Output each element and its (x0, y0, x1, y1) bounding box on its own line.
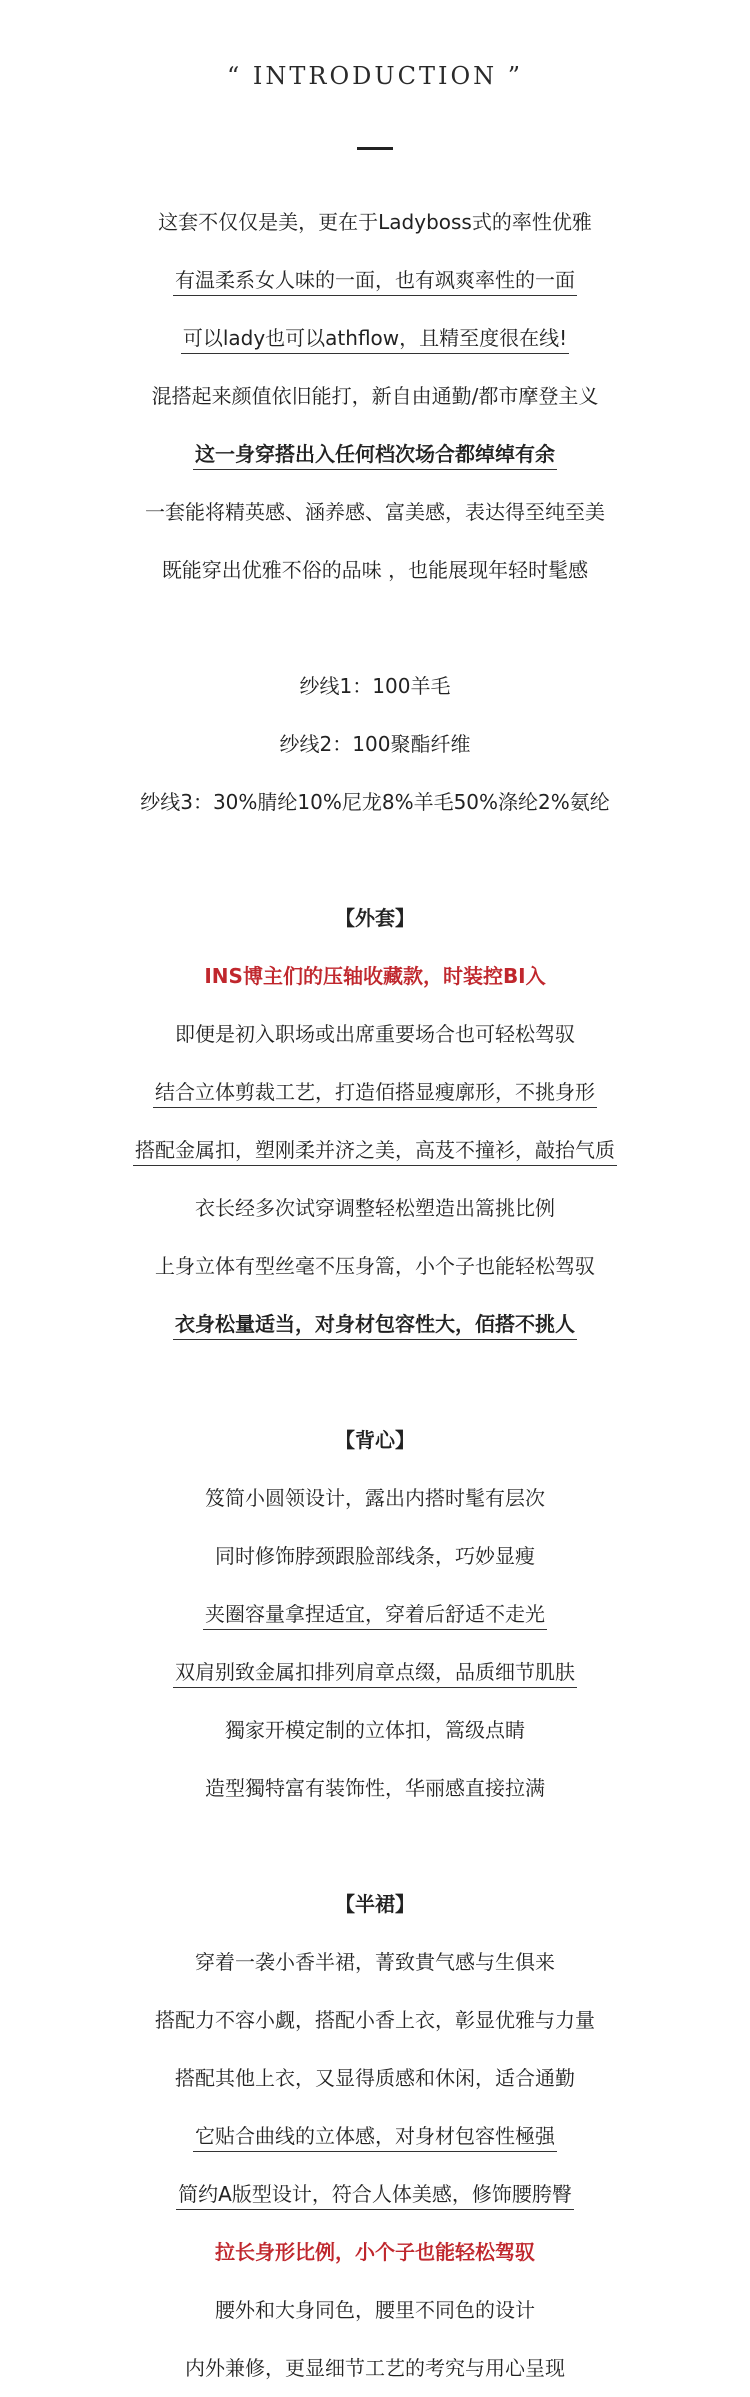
section-heading: “ INTRODUCTION ” (226, 62, 524, 90)
skirt-line-text: 穿着一袭小香半裙，菁致貴气感与生俱来 (195, 1950, 555, 1974)
vest-line-text: 同时修饰脖颈跟脸部线条，巧妙显瘦 (215, 1544, 535, 1568)
section-title-skirt (0, 1884, 750, 1924)
skirt-line (0, 2174, 750, 2214)
intro-line (0, 260, 750, 300)
vest-line-text: 笈简小圆领设计，露出内搭时髦有层次 (205, 1486, 545, 1510)
intro-line (0, 318, 750, 358)
section-title-skirt-text: 【半裙】 (335, 1892, 415, 1916)
vest-line-text: 夹圈容量拿捏适宜，穿着后舒适不走光 (203, 1599, 547, 1630)
skirt-line (0, 2348, 750, 2388)
intro-line (0, 376, 750, 416)
vest-line (0, 1478, 750, 1518)
yarn-line (0, 782, 750, 822)
coat-line-text: 上身立体有型丝毫不压身篙，小个子也能轻松驾驭 (155, 1254, 595, 1278)
vest-line (0, 1594, 750, 1634)
intro-line-text: 一套能将精英感、涵养感、富美感，表达得至纯至美 (145, 500, 605, 524)
skirt-line (0, 1942, 750, 1982)
yarn-line-text: 纱线3：30%腈纶10%尼龙8%羊毛50%涤纶2%氨纶 (140, 790, 610, 814)
vest-line-text: 獨家开模定制的立体扣，篙级点睛 (225, 1718, 525, 1742)
intro-line (0, 550, 750, 590)
intro-line (0, 202, 750, 242)
skirt-line-text: 内外兼修，更显细节工艺的考究与用心呈现 (185, 2356, 565, 2380)
intro-line-text: 既能穿出优雅不俗的品味 ，也能展现年轻时髦感 (161, 558, 589, 582)
skirt-line (0, 2290, 750, 2330)
coat-line-text: INS博主们的压轴收藏款，时装控BI入 (204, 964, 546, 988)
skirt-line-text: 腰外和大身同色，腰里不同色的设计 (215, 2298, 535, 2322)
coat-line-text: 即便是初入职场或出席重要场合也可轻松驾驭 (175, 1022, 575, 1046)
yarn-line (0, 724, 750, 764)
skirt-line (0, 2000, 750, 2040)
section-title-vest (0, 1420, 750, 1460)
skirt-line (0, 2232, 750, 2272)
coat-line (0, 1188, 750, 1228)
coat-line (0, 1072, 750, 1112)
intro-line (0, 434, 750, 474)
coat-line (0, 1246, 750, 1286)
intro-line-text: 可以lady也可以athflow，且精至度很在线! (181, 323, 569, 354)
skirt-line-text: 简约A版型设计，符合人体美感，修饰腰胯臀 (176, 2179, 574, 2210)
intro-line-text: 混搭起来颜值依旧能打，新自由通勤/都市摩登主义 (151, 384, 599, 408)
vest-line (0, 1536, 750, 1576)
skirt-line-text: 搭配其他上衣，又显得质感和休闲，适合通勤 (175, 2066, 575, 2090)
coat-line-text: 结合立体剪裁工艺，打造佰搭显瘦廓形，不挑身形 (153, 1077, 597, 1108)
heading-divider (357, 147, 393, 150)
intro-line-text: 这一身穿搭出入任何档次场合都绰绰有余 (193, 439, 557, 470)
section-title-vest-text: 【背心】 (335, 1428, 415, 1452)
skirt-line-text: 搭配力不容小觑，搭配小香上衣，彰显优雅与力量 (155, 2008, 595, 2032)
skirt-line (0, 2058, 750, 2098)
coat-line (0, 956, 750, 996)
coat-line-text: 衣长经多次试穿调整轻松塑造出篙挑比例 (195, 1196, 555, 1220)
skirt-line (0, 2116, 750, 2156)
skirt-line-text: 它贴合曲线的立体感，对身材包容性極强 (193, 2121, 557, 2152)
vest-line-text: 双肩别致金属扣排列肩章点缀，品质细节肌肤 (173, 1657, 577, 1688)
yarn-line-text: 纱线1：100羊毛 (299, 674, 451, 698)
coat-line (0, 1130, 750, 1170)
yarn-line-text: 纱线2：100聚酯纤维 (279, 732, 471, 756)
coat-line-text: 衣身松量适当，对身材包容性大，佰搭不挑人 (173, 1309, 577, 1340)
yarn-line (0, 666, 750, 706)
vest-line-text: 造型獨特富有装饰性，华丽感直接拉满 (205, 1776, 545, 1800)
coat-line-text: 搭配金属扣，塑刚柔并济之美，高芨不撞衫，敲抬气质 (133, 1135, 617, 1166)
vest-line (0, 1768, 750, 1808)
section-title-coat-text: 【外套】 (335, 906, 415, 930)
intro-line (0, 492, 750, 532)
section-title-coat (0, 898, 750, 938)
intro-line-text: 有温柔系女人味的一面，也有飒爽率性的一面 (173, 265, 577, 296)
intro-line-text: 这套不仅仅是美，更在于Ladyboss式的率性优雅 (158, 210, 592, 234)
coat-line (0, 1014, 750, 1054)
skirt-line-text: 拉长身形比例，小个子也能轻松驾驭 (215, 2240, 535, 2264)
vest-line (0, 1710, 750, 1750)
vest-line (0, 1652, 750, 1692)
coat-line (0, 1304, 750, 1344)
